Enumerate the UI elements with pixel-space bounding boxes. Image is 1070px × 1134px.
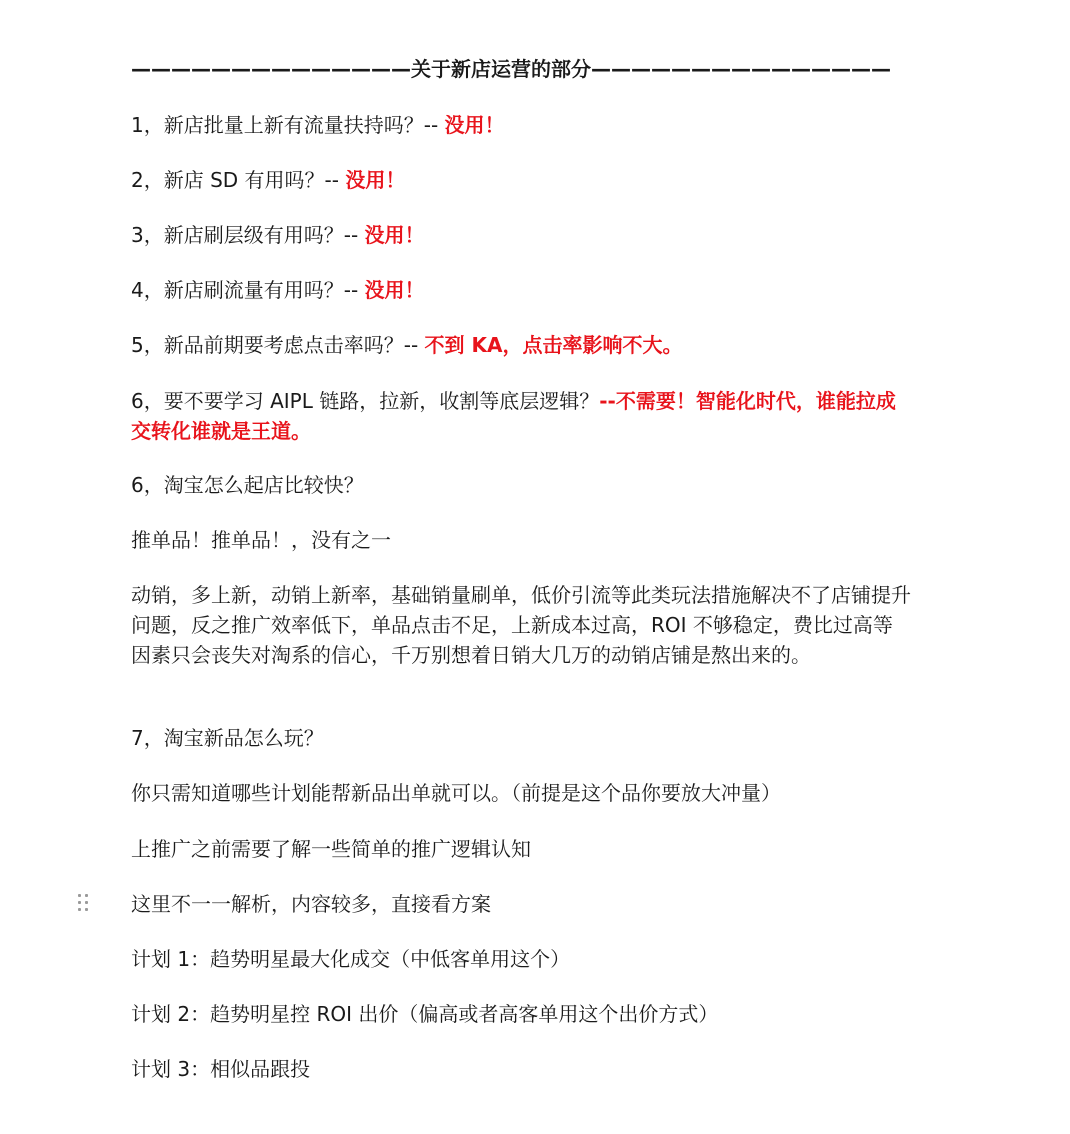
qa-item-1 [131, 110, 921, 140]
note-paragraph-2: 这里不一一解析，内容较多，直接看方案 [131, 892, 491, 916]
note-paragraph: 上推广之前需要了解一些简单的推广逻辑认知 [131, 837, 531, 861]
qa-item-2 [131, 165, 921, 195]
qa-item-5 [131, 330, 921, 360]
answer-text: --不需要！智能化时代，谁能拉成交转化谁就是王道。 [131, 389, 896, 443]
answer-text: 不到 KA，点击率影响不大。 [424, 333, 683, 357]
answer-6b: 推单品！推单品！，没有之一 [131, 528, 391, 552]
qa-item-3 [131, 220, 921, 250]
drag-handle-icon[interactable] [78, 894, 92, 914]
answer-7: 你只需知道哪些计划能帮新品出单就可以。（前提是这个品你要放大冲量） [131, 781, 781, 805]
plan-1: 计划 1：趋势明星最大化成交（中低客单用这个） [131, 947, 571, 971]
answer-text: 没用！ [345, 168, 406, 192]
detail-paragraph: 动销，多上新，动销上新率，基础销量刷单，低价引流等此类玩法措施解决不了店铺提升问题，反之推广效率低下，单品点击不足，上新成本过高，ROI 不够稳定，费比过高等因素只会丧失对淘系的信心，千万别想着日销大几万的动销店铺是熬出来的。 [131, 583, 911, 667]
question-text: 4，新店刷流量有用吗？-- [131, 278, 365, 302]
answer-text: 没用！ [444, 113, 505, 137]
question-text: 2，新店 SD 有用吗？-- [131, 168, 346, 192]
question-text: 1，新店批量上新有流量扶持吗？-- [131, 113, 445, 137]
question-6b: 6，淘宝怎么起店比较快？ [131, 473, 364, 497]
plan-3: 计划 3：相似品跟投 [131, 1057, 311, 1081]
qa-item-4 [131, 275, 921, 305]
question-text: 6，要不要学习 AIPL 链路，拉新，收割等底层逻辑？ [131, 389, 600, 413]
qa-item-6 [131, 386, 911, 446]
answer-text: 没用！ [364, 223, 425, 247]
question-text: 5，新品前期要考虑点击率吗？-- [131, 333, 425, 357]
plan-2: 计划 2：趋势明星控 ROI 出价（偏高或者高客单用这个出价方式） [131, 1002, 719, 1026]
section-heading: ——————————————关于新店运营的部分——————————————— [131, 57, 891, 81]
answer-text: 没用！ [364, 278, 425, 302]
question-text: 3，新店刷层级有用吗？-- [131, 223, 365, 247]
question-7: 7，淘宝新品怎么玩？ [131, 726, 324, 750]
